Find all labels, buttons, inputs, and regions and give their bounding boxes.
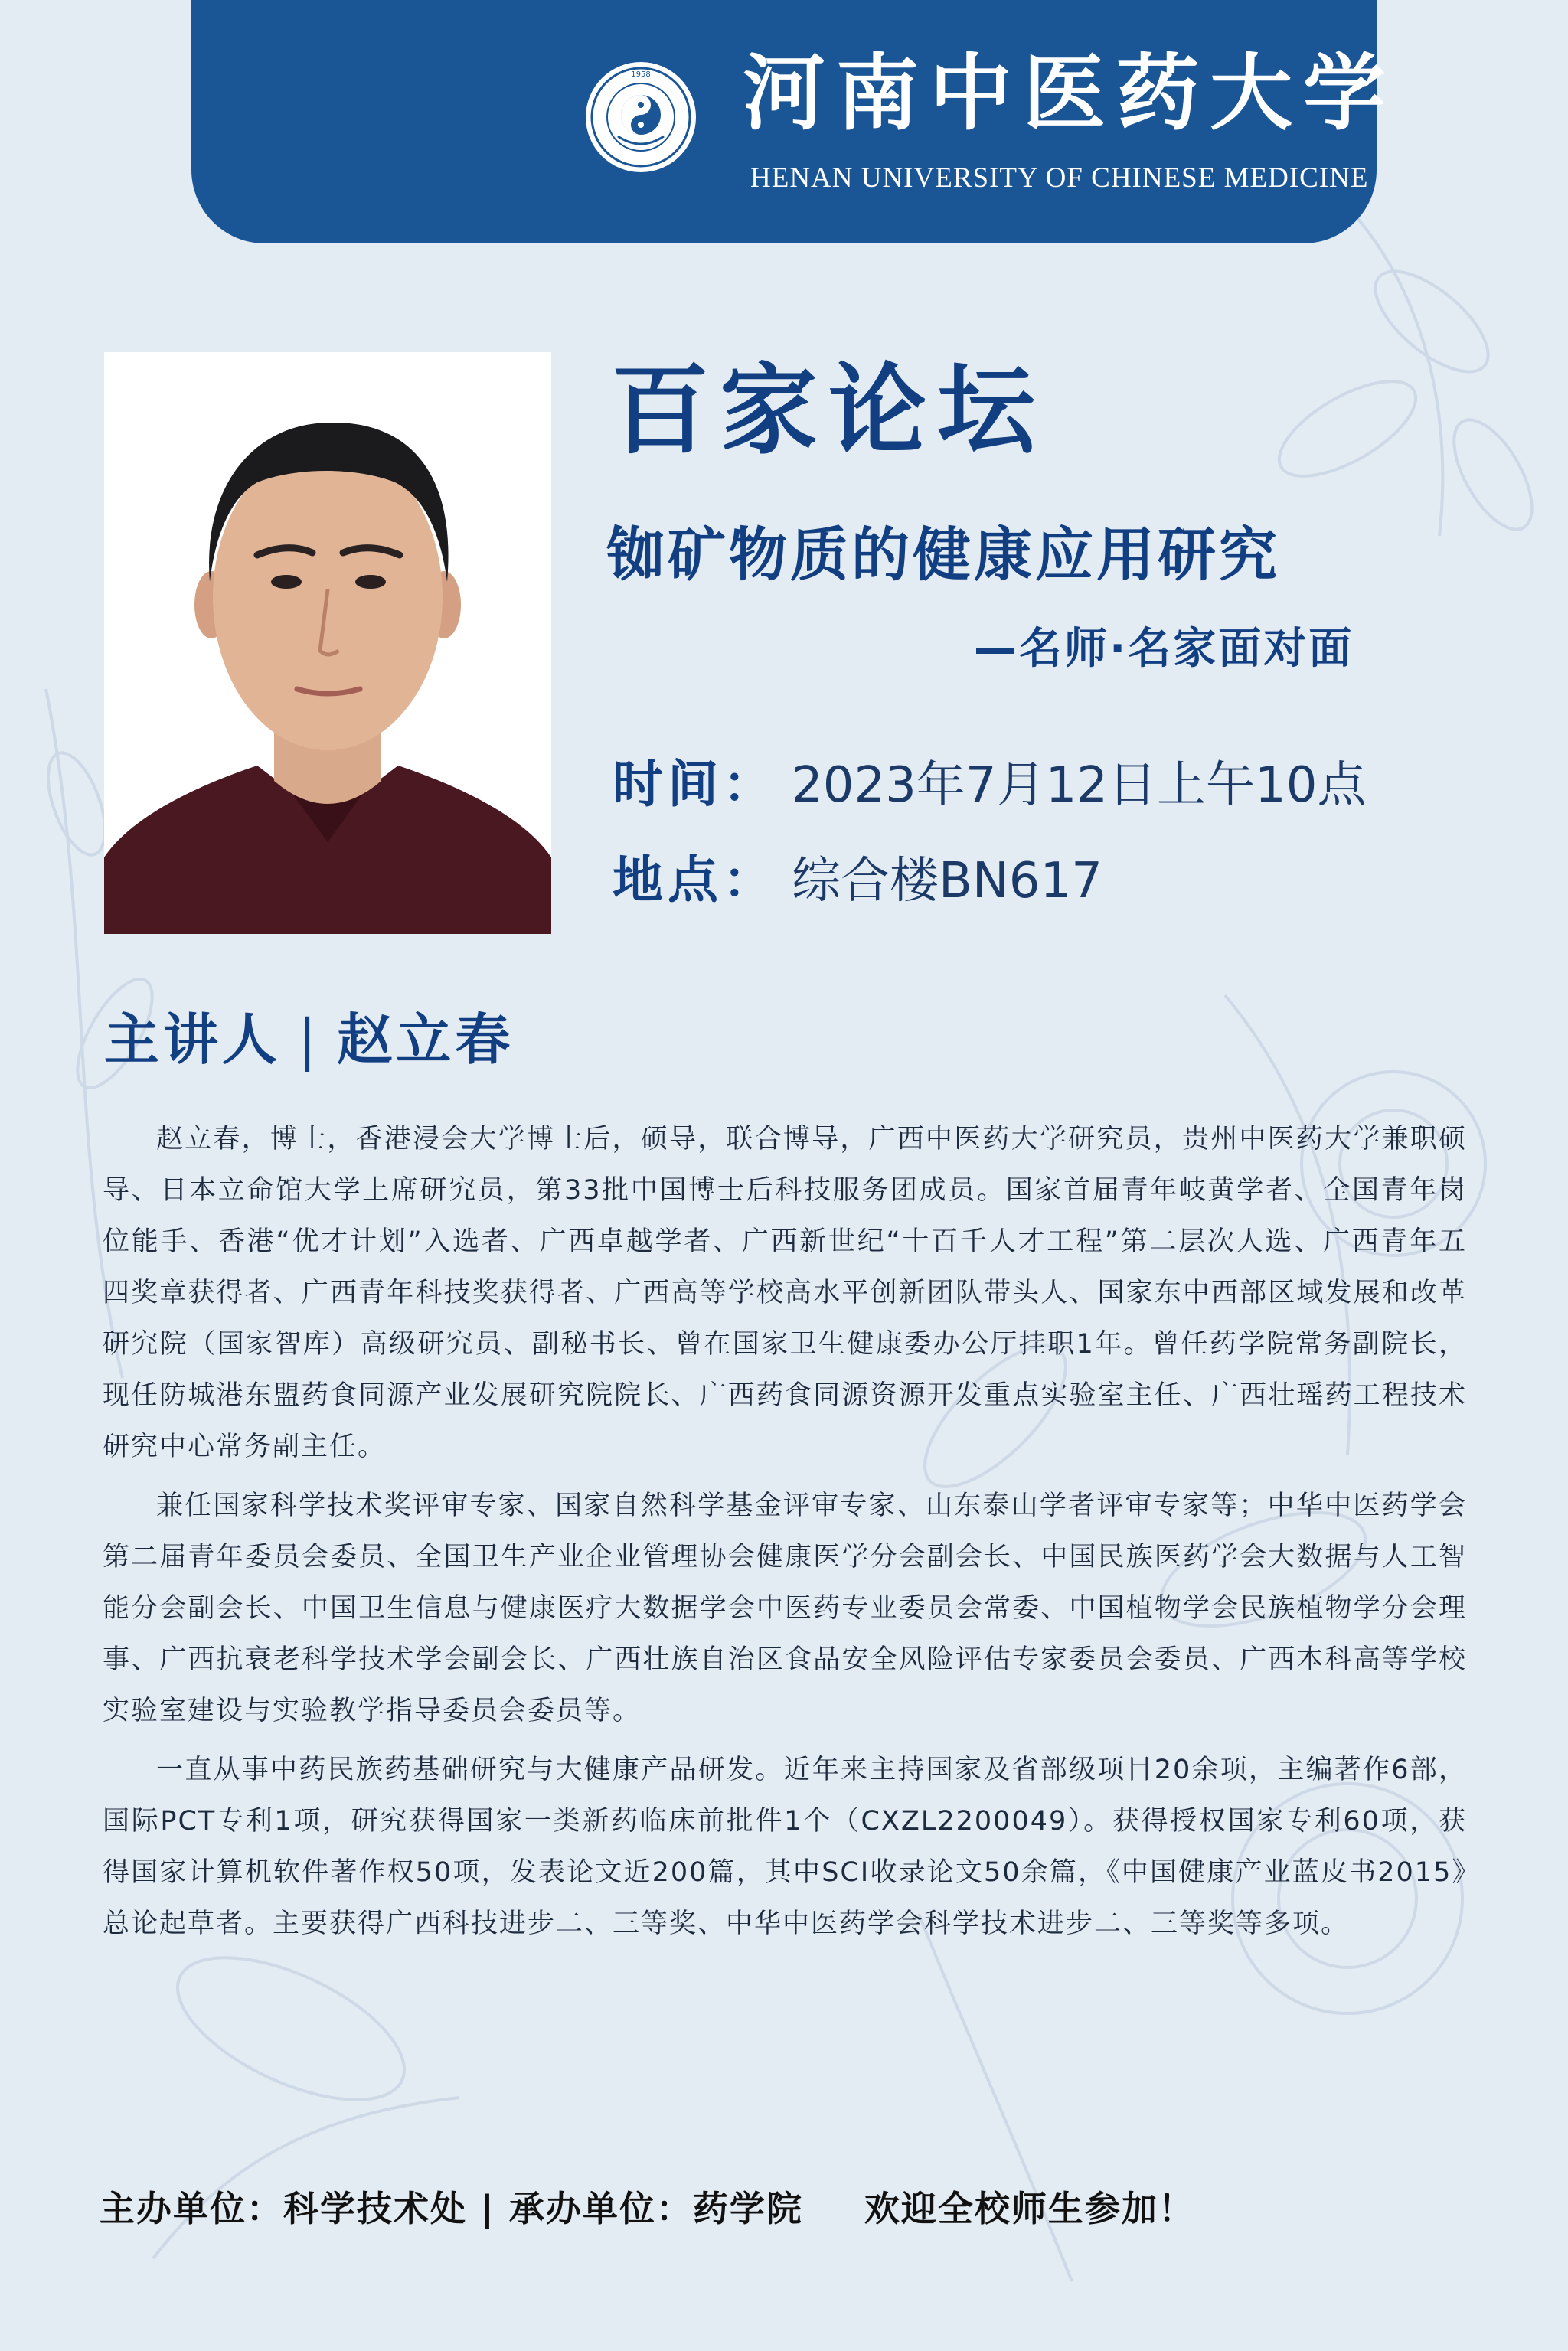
organizers-footer (100, 2178, 1195, 2239)
place-label: 地点： (612, 851, 778, 909)
speaker-heading (104, 1003, 514, 1076)
bio-paragraph-3: 一直从事中药民族药基础研究与大健康产品研发。近年来主持国家及省部级项目20余项，主编著作6部，国际PCT专利1项，研究获得国家一类新药临床前批件1个（CXZL2200049）。获得授权国家专利60项，获得国家计算机软件著作权50项，发表论文近200篇，其中SCI收录论文50余篇，《中国健康产业蓝皮书2015》总论起草者。主要获得广西科技进步二、三等奖、中华中医药学会科学技术进步二、三等奖等多项。 (103, 1755, 1467, 1939)
event-place (612, 846, 1102, 915)
speaker-photo (104, 352, 551, 934)
university-name-en: HENAN UNIVERSITY OF CHINESE MEDICINE (750, 162, 1369, 194)
host-value: 科学技术处 (283, 2188, 467, 2229)
host-label: 主办单位： (100, 2188, 283, 2229)
speaker-label: 主讲人 (104, 1007, 282, 1072)
event-subtitle: —名师·名家面对面 (974, 624, 1354, 674)
forum-title: 百家论坛 (611, 354, 1047, 468)
time-value: 2023年7月12日上午10点 (792, 757, 1367, 814)
speaker-name: 赵立春 (337, 1007, 514, 1072)
seal-year: 1958 (631, 70, 651, 79)
bio-paragraph-1: 赵立春，博士，香港浸会大学博士后，硕导，联合博导，广西中医药大学研究员，贵州中医药大学兼职硕导、日本立命馆大学上席研究员，第33批中国博士后科技服务团成员。国家首届青年岐黄学者、全国青年岗位能手、香港“优才计划”入选者、广西卓越学者、广西新世纪“十百千人才工程”第二层次人选、广西青年五四奖章获得者、广西青年科技奖获得者、广西高等学校高水平创新团队带头人、国家东中西部区域发展和改革研究院（国家智库）高级研究员、副秘书长、曾在国家卫生健康委办公厅挂职1年。曾任药学院常务副院长，现任防城港东盟药食同源产业发展研究院院长、广西药食同源资源开发重点实验室主任、广西壮瑶药工程技术研究中心常务副主任。 (103, 1124, 1467, 1462)
organizer-label: 承办单位： (508, 2188, 693, 2229)
speaker-portrait-icon (104, 352, 551, 934)
bio-paragraph-2: 兼任国家科学技术奖评审专家、国家自然科学基金评审专家、山东泰山学者评审专家等；中华中医药学会第二届青年委员会委员、全国卫生产业企业管理协会健康医学分会副会长、中国民族医药学会大数据与人工智能分会副会长、中国卫生信息与健康医疗大数据学会中医药专业委员会常委、中国植物学会民族植物学分会理事、广西抗衰老科学技术学会副会长、广西壮族自治区食品安全风险评估专家委员会委员、广西本科高等学校实验室建设与实验教学指导委员会委员等。 (103, 1491, 1467, 1726)
university-name-cn: 河南中医药大学 (743, 45, 1397, 142)
welcome-text: 欢迎全校师生参加！ (864, 2188, 1195, 2229)
talk-title: 铷矿物质的健康应用研究 (606, 521, 1280, 589)
speaker-separator: | (298, 1007, 321, 1072)
time-label: 时间： (612, 755, 778, 814)
footer-separator: | (481, 2188, 495, 2229)
university-header (191, 0, 1397, 243)
speaker-bio (103, 1114, 1467, 1958)
place-value: 综合楼BN617 (792, 853, 1102, 909)
event-time (612, 750, 1366, 819)
university-seal-icon (583, 60, 698, 175)
organizer-value: 药学院 (692, 2188, 803, 2229)
